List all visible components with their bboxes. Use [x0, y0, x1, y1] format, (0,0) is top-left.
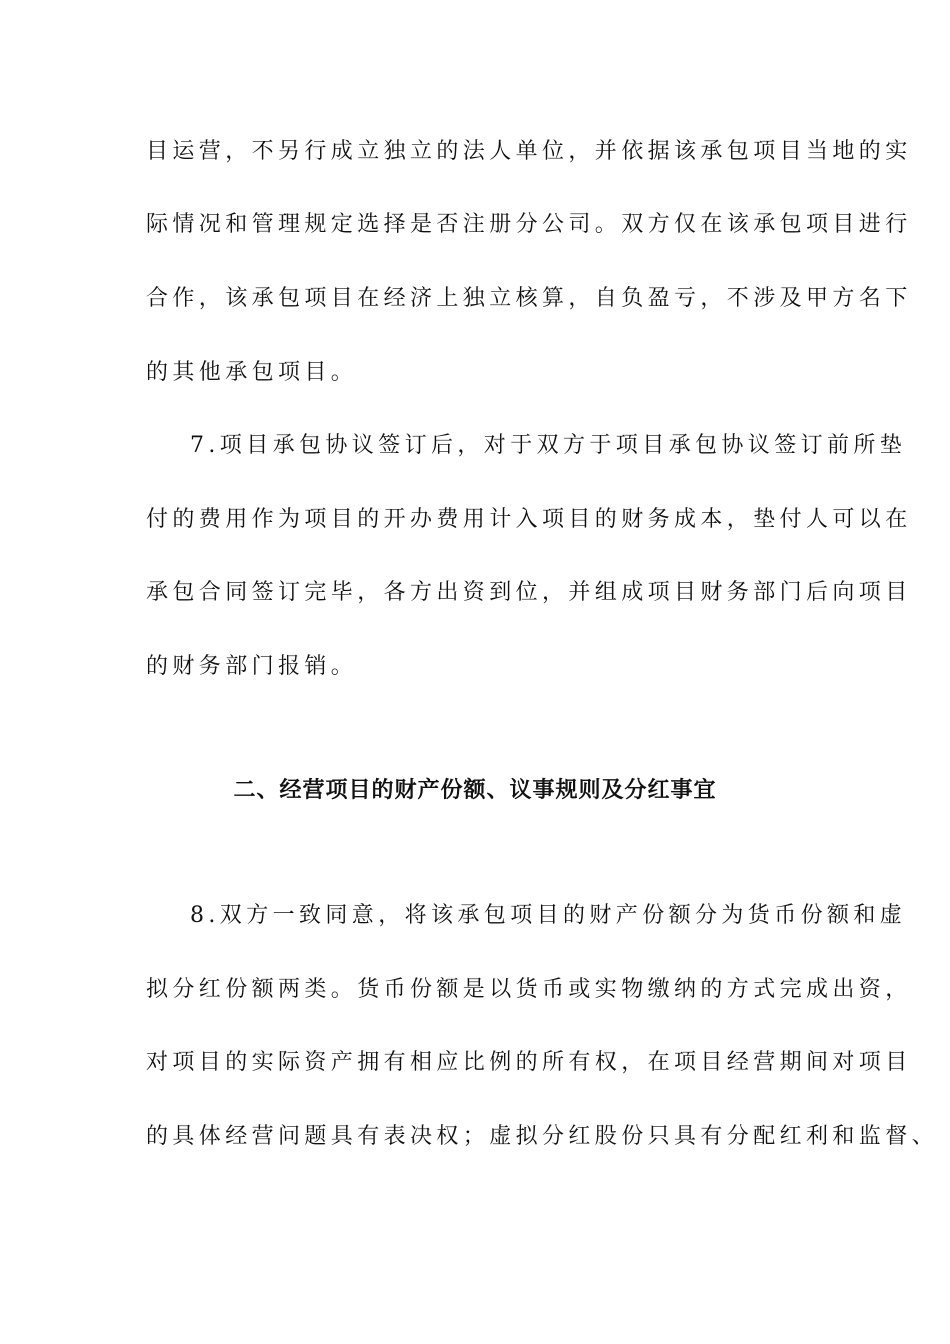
paragraph-8-line-1: 8.双方一致同意，将该承包项目的财产份额分为货币份额和虚 — [190, 903, 907, 928]
section-heading: 二、经营项目的财产份额、议事规则及分红事宜 — [233, 777, 717, 803]
paragraph-6-line-1: 目运营，不另行成立独立的法人单位，并依据该承包项目当地的实 — [146, 139, 912, 164]
paragraph-6-line-3: 合作，该承包项目在经济上独立核算，自负盈亏，不涉及甲方名下 — [146, 286, 912, 311]
paragraph-7-line-3: 承包合同签订完毕，各方出资到位，并组成项目财务部门后向项目 — [146, 580, 912, 605]
paragraph-6-line-2: 际情况和管理规定选择是否注册分公司。双方仅在该承包项目进行 — [146, 212, 912, 237]
paragraph-7-line-1: 7.项目承包协议签订后，对于双方于项目承包协议签订前所垫 — [190, 433, 907, 458]
paragraph-7-line-4: 的财务部门报销。 — [146, 654, 358, 679]
paragraph-7-line-2: 付的费用作为项目的开办费用计入项目的财务成本，垫付人可以在 — [146, 507, 912, 532]
paragraph-8-line-3: 对项目的实际资产拥有相应比例的所有权，在项目经营期间对项目 — [146, 1050, 912, 1075]
paragraph-8-line-4: 的具体经营问题具有表决权；虚拟分红股份只具有分配红利和监督、 — [146, 1124, 939, 1149]
paragraph-6-line-4: 的其他承包项目。 — [146, 360, 358, 385]
paragraph-8-line-2: 拟分红份额两类。货币份额是以货币或实物缴纳的方式完成出资， — [146, 977, 912, 1002]
